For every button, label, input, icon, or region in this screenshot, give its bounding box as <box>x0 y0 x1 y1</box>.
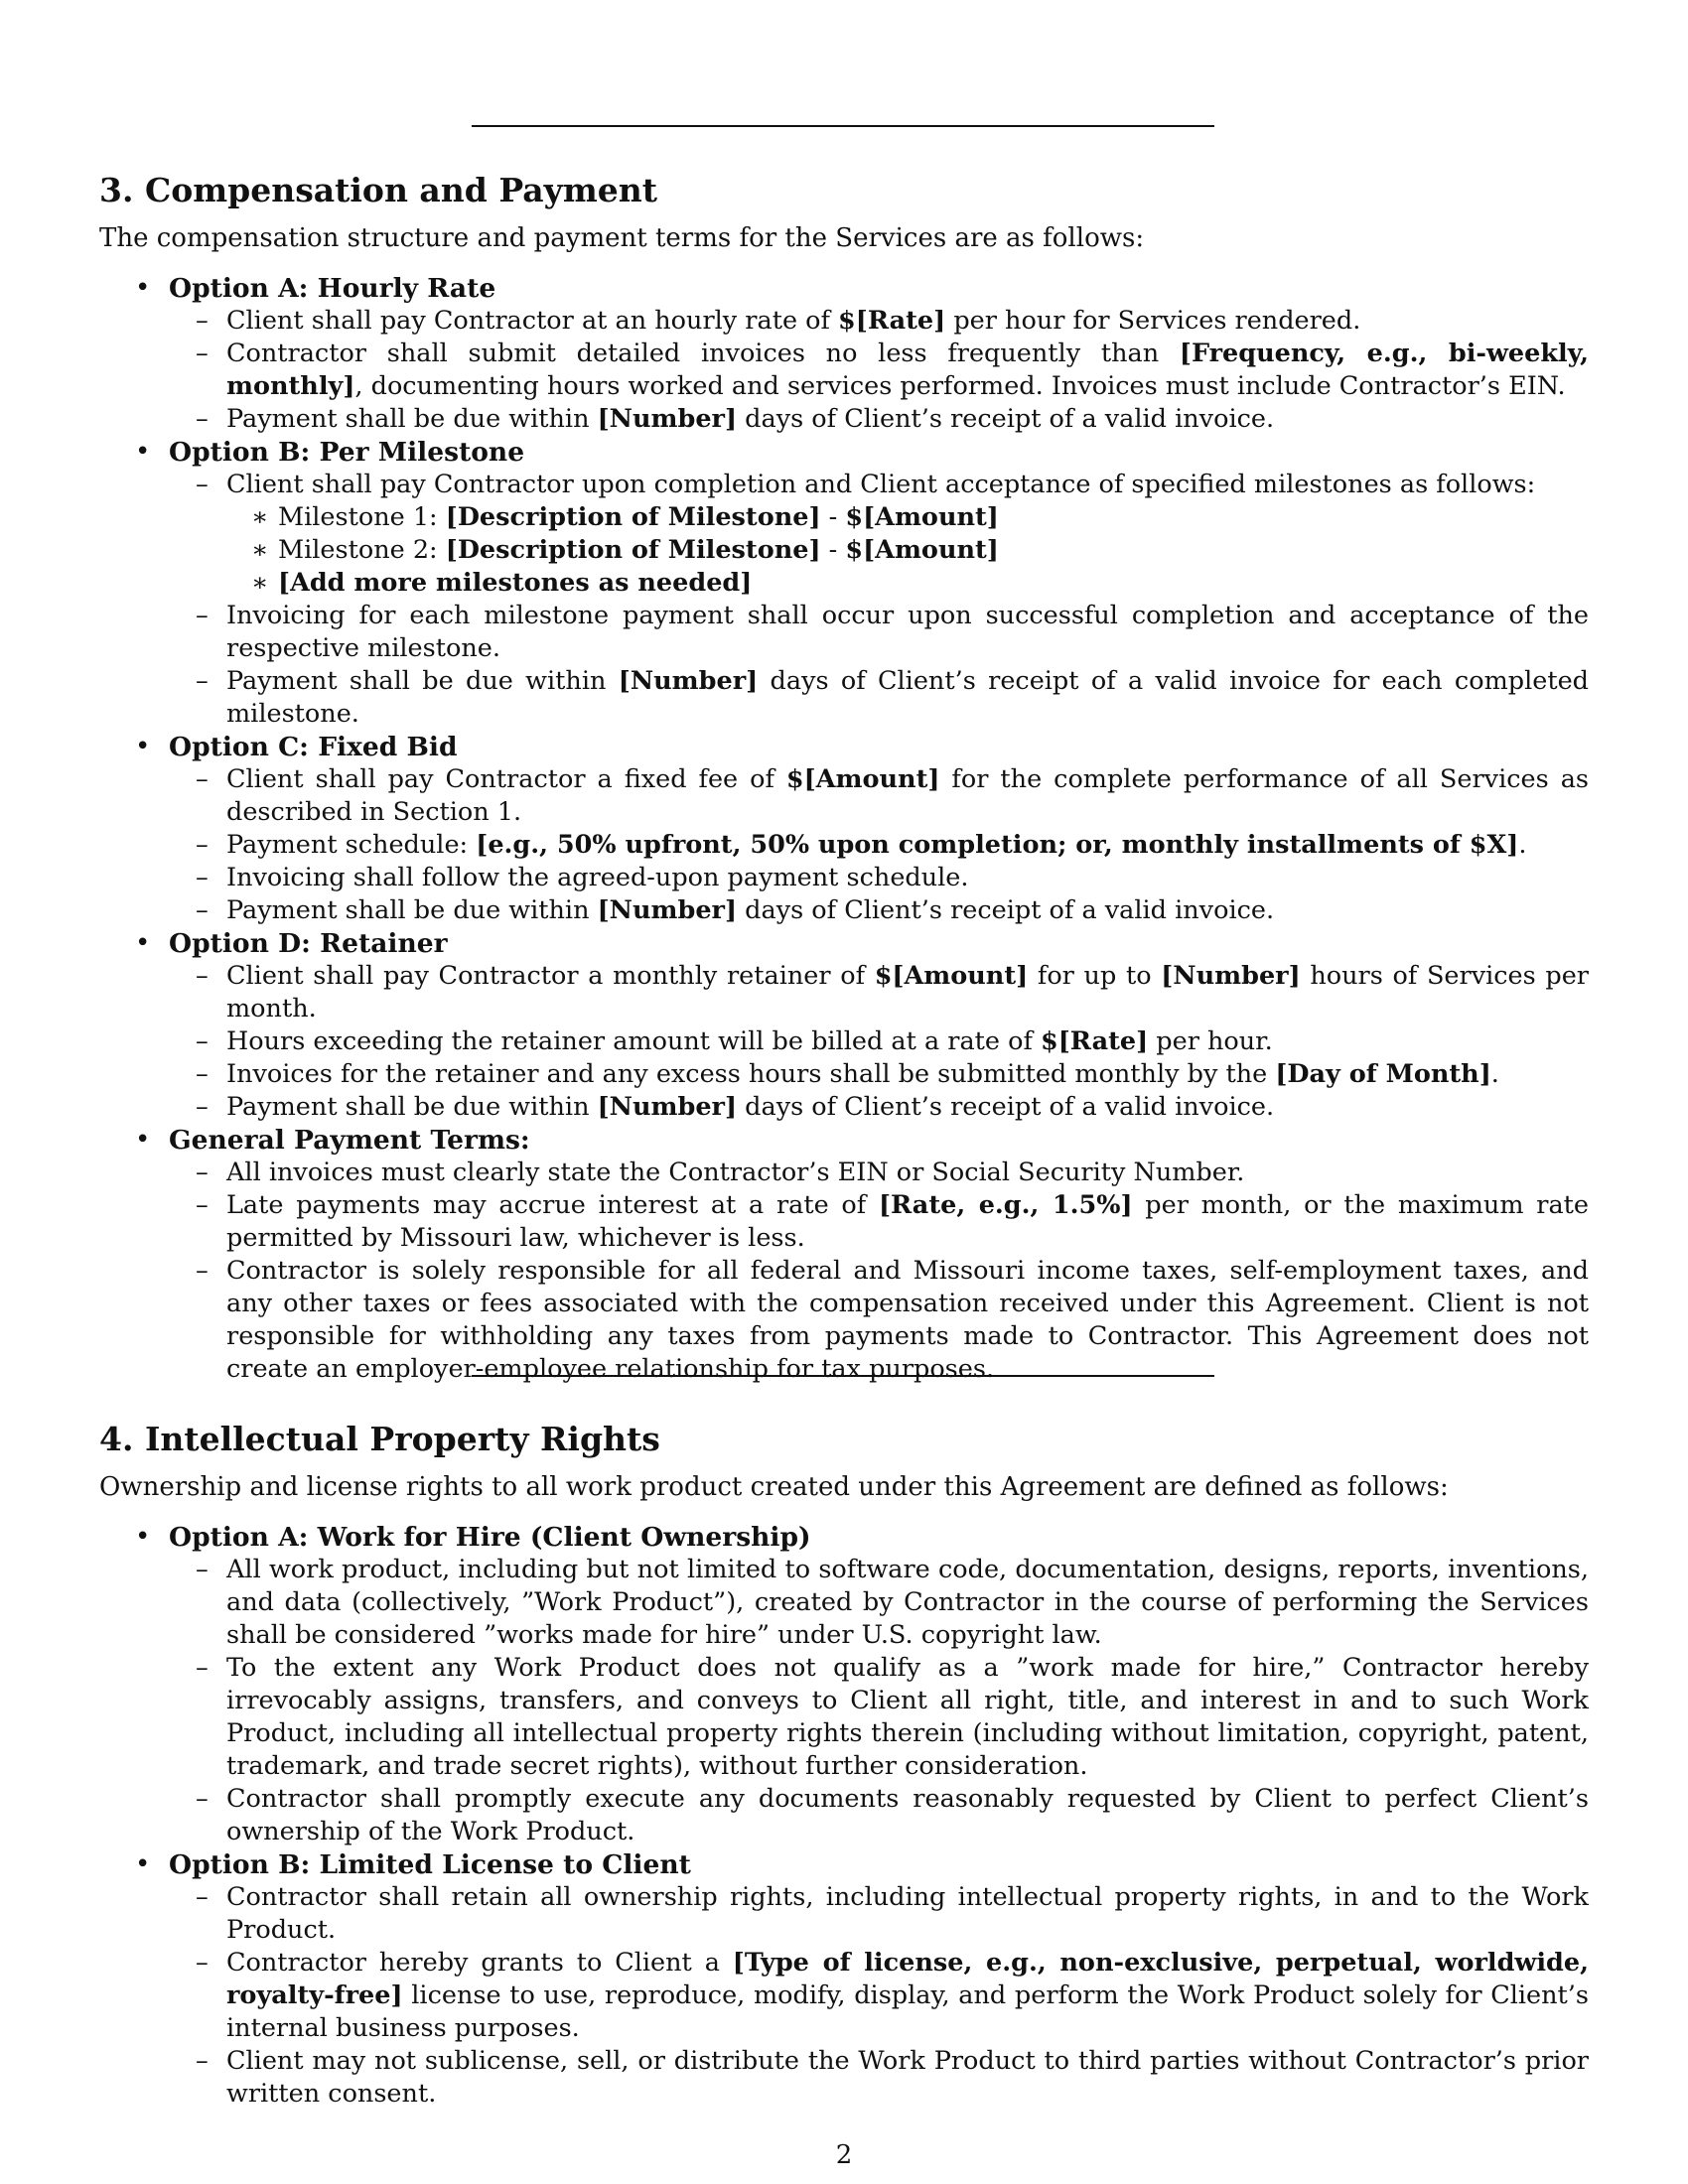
option-title: Option A: Work for Hire (Client Ownership) <box>169 1522 811 1553</box>
milestone-item: ∗ Milestone 1: [Description of Milestone] - $[Amount] <box>251 502 999 532</box>
option-d-retainer <box>99 927 1589 1124</box>
bullet-icon: • <box>135 1849 151 1879</box>
list-item: – Client shall pay Contractor a monthly retainer of $[Amount] for up to [Number] hours of Services per month. <box>196 961 1589 1024</box>
option-title: Option B: Per Milestone <box>169 437 525 468</box>
list-item: – Invoicing for each milestone payment shall occur upon successful completion and acceptance of the respective milestone. <box>196 601 1589 663</box>
list-item: – Invoices for the retainer and any excess hours shall be submitted monthly by the [Day of Month]. <box>196 1059 1499 1089</box>
list-item: – All invoices must clearly state the Contractor’s EIN or Social Security Number. <box>196 1158 1245 1187</box>
section-title: 3. Compensation and Payment <box>99 171 657 209</box>
list-item: – Contractor shall retain all ownership rights, including intellectual property rights, in and to the Work Product. <box>196 1882 1589 1945</box>
milestone-item: ∗ Milestone 2: [Description of Milestone] - $[Amount] <box>251 535 999 565</box>
list-item: – Payment shall be due within [Number] days of Client’s receipt of a valid invoice. <box>196 895 1275 925</box>
option-b-milestone <box>99 436 1589 731</box>
list-item: – Client shall pay Contractor at an hourly rate of $[Rate] per hour for Services rendered. <box>196 306 1361 336</box>
section-divider <box>472 125 1214 127</box>
section-title: 4. Intellectual Property Rights <box>99 1420 660 1458</box>
bullet-icon: • <box>135 1125 151 1155</box>
page-number: 2 <box>835 2140 853 2170</box>
option-b-limited-license <box>99 1848 1589 2111</box>
section-compensation <box>99 169 1589 1386</box>
bullet-icon: • <box>135 273 151 303</box>
list-item: – All work product, including but not limited to software code, documentation, designs, reports, inventions, and data (collectively, ”Work Product”), created by Contractor in the course of performing the Services shall be considered ”works made for hire” under U.S. copyright law. <box>196 1555 1589 1650</box>
option-a-hourly <box>99 272 1589 436</box>
option-c-fixed-bid <box>99 731 1589 927</box>
list-item: – Client shall pay Contractor upon completion and Client acceptance of specified milestones as follows: ∗ Milestone 1: [Description of Milestone] - $[Amount] ∗ Milestone 2: [Description of Milestone] - $[Amount] ∗ [Add more milestones as needed] <box>169 469 1589 600</box>
bullet-icon: • <box>135 732 151 761</box>
section-intellectual-property <box>99 1418 1589 2111</box>
list-item: – Payment shall be due within [Number] days of Client’s receipt of a valid invoice. <box>196 1092 1275 1122</box>
option-title: Option C: Fixed Bid <box>169 732 458 762</box>
list-item: – Client may not sublicense, sell, or distribute the Work Product to third parties without Contractor’s prior written consent. <box>196 2046 1589 2109</box>
list-item: – Client shall pay Contractor a fixed fee of $[Amount] for the complete performance of all Services as described in Section 1. <box>196 764 1589 827</box>
section-divider <box>472 1375 1214 1377</box>
list-item: – Payment shall be due within [Number] days of Client’s receipt of a valid invoice for each completed milestone. <box>196 666 1589 729</box>
list-item: – Payment schedule: [e.g., 50% upfront, 50% upon completion; or, monthly installments of $X]. <box>196 830 1527 860</box>
option-title: Option B: Limited License to Client <box>169 1849 691 1880</box>
list-item: – Late payments may accrue interest at a rate of [Rate, e.g., 1.5%] per month, or the maximum rate permitted by Missouri law, whichever is less. <box>196 1190 1589 1253</box>
list-item: – Contractor is solely responsible for all federal and Missouri income taxes, self-employment taxes, and any other taxes or fees associated with the compensation received under this Agreement. Client is not responsible for withholding any taxes from payments made to Contractor. This Agreement does not create an employer-employee relationship for tax purposes. <box>196 1256 1589 1384</box>
milestone-item: ∗ [Add more milestones as needed] <box>251 568 753 598</box>
list-item: – Payment shall be due within [Number] days of Client’s receipt of a valid invoice. <box>196 404 1275 434</box>
bullet-icon: • <box>135 928 151 958</box>
option-title: General Payment Terms: <box>169 1125 530 1156</box>
list-item: – Contractor shall promptly execute any documents reasonably requested by Client to perfect Client’s ownership of the Work Product. <box>196 1784 1589 1846</box>
list-item: – Invoicing shall follow the agreed-upon payment schedule. <box>196 863 969 892</box>
section-intro: The compensation structure and payment terms for the Services are as follows: <box>99 223 1145 253</box>
bullet-icon: • <box>135 437 151 467</box>
bullet-icon: • <box>135 1522 151 1552</box>
section-intro: Ownership and license rights to all work product created under this Agreement are defined as follows: <box>99 1472 1449 1502</box>
list-item: – To the extent any Work Product does not qualify as a ”work made for hire,” Contractor hereby irrevocably assigns, transfers, and conveys to Client all right, title, and interest in and to such Work Product, including all intellectual property rights therein (including without limitation, copyright, patent, trademark, and trade secret rights), without further consideration. <box>196 1653 1589 1781</box>
list-item: – Contractor shall submit detailed invoices no less frequently than [Frequency, e.g., bi-weekly, monthly], documenting hours worked and services performed. Invoices must include Contractor’s EIN. <box>196 339 1589 401</box>
option-title: Option D: Retainer <box>169 928 448 959</box>
list-item: – Hours exceeding the retainer amount will be billed at a rate of $[Rate] per hour. <box>196 1026 1273 1056</box>
option-title: Option A: Hourly Rate <box>169 273 496 304</box>
list-item: – Contractor hereby grants to Client a [Type of license, e.g., non-exclusive, perpetual, worldwide, royalty-free] license to use, reproduce, modify, display, and perform the Work Product solely for Client’s internal business purposes. <box>196 1948 1589 2043</box>
general-payment-terms <box>99 1124 1589 1386</box>
option-a-work-for-hire <box>99 1521 1589 1848</box>
